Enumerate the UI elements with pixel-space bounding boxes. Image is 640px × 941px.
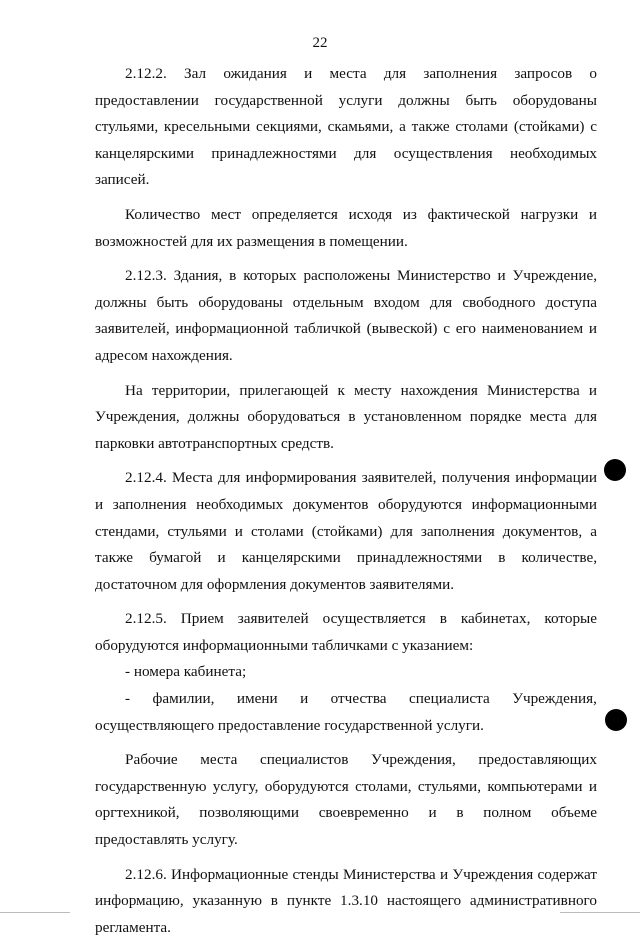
- punch-hole-mark: [605, 709, 627, 731]
- page-number: 22: [312, 35, 328, 51]
- list-word: фамилии,: [152, 690, 215, 708]
- scan-artifact: [560, 912, 640, 913]
- paragraph-2-12-6: 2.12.6. Информационные стенды Министерства и Учреждения содержат информацию, указанную в пункте 1.3.10 настоящего административного регламента.: [95, 865, 597, 936]
- paragraph-2-12-3: 2.12.3. Здания, в которых расположены Министерство и Учреждение, должны быть оборудованы отдельным входом для свободного доступа заявителей, информационной табличкой (вывеской) с его наименованием и адресом нахождения.: [95, 267, 597, 364]
- paragraph-2-12-2: 2.12.2. Зал ожидания и места для заполнения запросов о предоставлении государственной услуги должны быть оборудованы стульями, кресельными секциями, скамьями, а также столами (стойками) с канцелярскими принадлежностями для осуществления необходимых записей.: [95, 65, 597, 189]
- list-word: и: [300, 690, 309, 708]
- scan-artifact: [0, 912, 70, 913]
- list-word: отчества: [330, 690, 387, 708]
- paragraph-2-12-5: 2.12.5. Прием заявителей осуществляется в кабинетах, которые оборудуются информационными табличками с указанием:: [95, 610, 597, 654]
- list-word: Учреждения,: [512, 690, 597, 708]
- document-body: [95, 61, 597, 941]
- paragraph-seats-count: Количество мест определяется исходя из фактической нагрузки и возможностей для их размещения в помещении.: [95, 205, 597, 250]
- punch-hole-mark: [604, 459, 626, 481]
- paragraph-parking: На территории, прилегающей к месту нахождения Министерства и Учреждения, должны оборудоваться в установленном порядке места для парковки автотранспортных средств.: [95, 381, 597, 452]
- paragraph-workplaces: Рабочие места специалистов Учреждения, предоставляющих государственную услугу, оборудуются столами, стульями, компьютерами и оргтехникой, позволяющими своевременно и в полном объеме предоставлять услугу.: [95, 751, 597, 849]
- list-item-room-number: - номера кабинета;: [125, 663, 247, 681]
- list-word: специалиста: [408, 690, 490, 708]
- list-item-specialist-name: [95, 686, 597, 713]
- list-item-continuation: осуществляющего предоставление государственной услуги.: [95, 716, 484, 734]
- paragraph-2-12-4: 2.12.4. Места для информирования заявителей, получения информации и заполнения необходимых документов оборудуются информационными стендами, стульями и столами (стойками) для заполнения документов, а также бумагой и канцелярскими принадлежностями в количестве, достаточном для оформления документов заявителями.: [95, 469, 597, 593]
- list-word: -: [125, 690, 131, 708]
- list-word: имени: [236, 690, 278, 708]
